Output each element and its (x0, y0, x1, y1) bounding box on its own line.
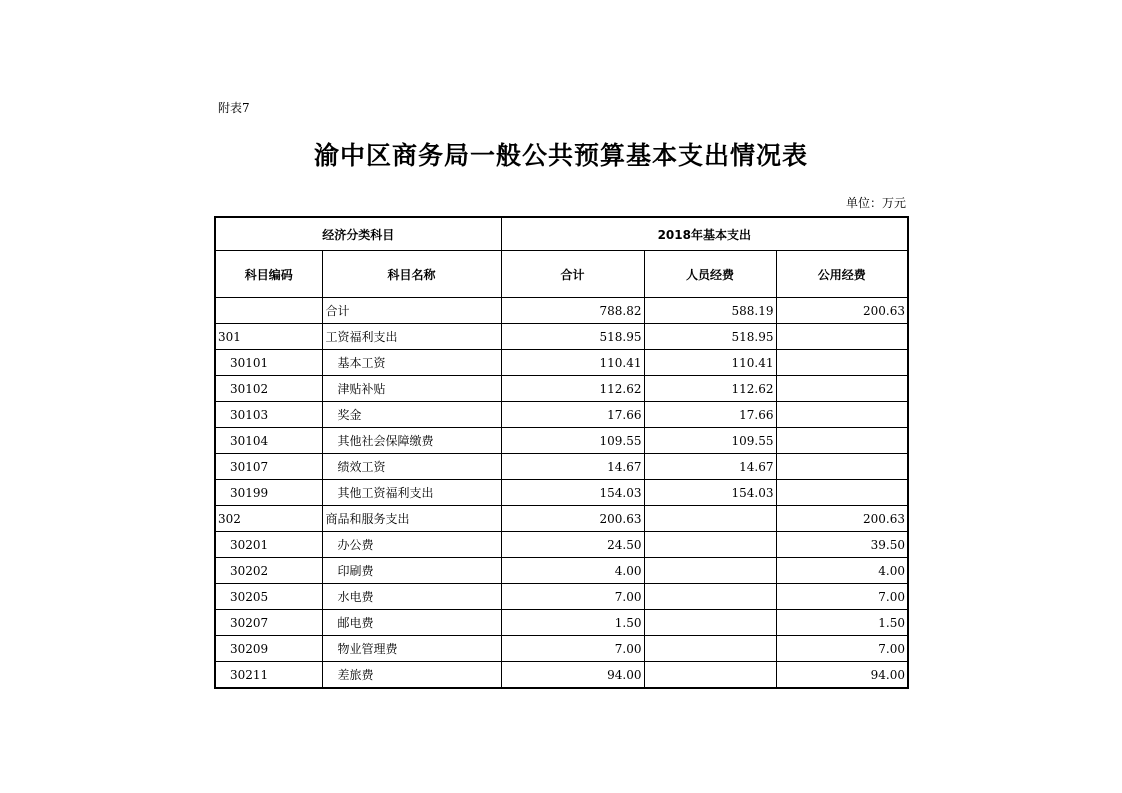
header-total: 合计 (501, 251, 644, 298)
row-code: 301 (215, 324, 322, 350)
row-code: 30211 (215, 662, 322, 689)
table-row (215, 558, 908, 584)
row-name: 办公费 (322, 532, 501, 558)
row-public: 94.00 (776, 662, 908, 689)
row-personnel: 112.62 (644, 376, 776, 402)
row-personnel (644, 662, 776, 689)
row-code: 302 (215, 506, 322, 532)
row-public: 200.63 (776, 298, 908, 324)
budget-table (214, 216, 909, 689)
row-code: 30205 (215, 584, 322, 610)
row-code: 30199 (215, 480, 322, 506)
row-personnel: 518.95 (644, 324, 776, 350)
row-name: 商品和服务支出 (322, 506, 501, 532)
row-name: 津贴补贴 (322, 376, 501, 402)
row-code: 30104 (215, 428, 322, 454)
row-personnel: 109.55 (644, 428, 776, 454)
table-body (215, 298, 908, 689)
row-personnel (644, 610, 776, 636)
row-public: 7.00 (776, 636, 908, 662)
row-total: 94.00 (501, 662, 644, 689)
row-personnel (644, 584, 776, 610)
row-public (776, 402, 908, 428)
row-name: 差旅费 (322, 662, 501, 689)
attachment-label: 附表7 (218, 101, 250, 115)
table-row (215, 636, 908, 662)
row-code: 30201 (215, 532, 322, 558)
row-personnel (644, 506, 776, 532)
row-total: 109.55 (501, 428, 644, 454)
row-code: 30103 (215, 402, 322, 428)
row-total: 200.63 (501, 506, 644, 532)
row-total: 24.50 (501, 532, 644, 558)
row-personnel (644, 532, 776, 558)
table-row (215, 506, 908, 532)
row-public (776, 480, 908, 506)
row-name: 物业管理费 (322, 636, 501, 662)
table-row (215, 324, 908, 350)
row-public: 7.00 (776, 584, 908, 610)
row-code (215, 298, 322, 324)
row-public (776, 324, 908, 350)
row-total: 4.00 (501, 558, 644, 584)
row-personnel: 110.41 (644, 350, 776, 376)
unit-label: 单位：万元 (845, 196, 906, 210)
table-row (215, 662, 908, 689)
row-code: 30202 (215, 558, 322, 584)
row-name: 合计 (322, 298, 501, 324)
row-name: 绩效工资 (322, 454, 501, 480)
row-personnel: 17.66 (644, 402, 776, 428)
row-name: 其他社会保障缴费 (322, 428, 501, 454)
row-public (776, 376, 908, 402)
header-basic-2018: 2018年基本支出 (501, 217, 908, 251)
row-name: 水电费 (322, 584, 501, 610)
row-name: 邮电费 (322, 610, 501, 636)
row-code: 30209 (215, 636, 322, 662)
table-row (215, 298, 908, 324)
header-personnel: 人员经费 (644, 251, 776, 298)
row-public: 1.50 (776, 610, 908, 636)
row-code: 30102 (215, 376, 322, 402)
row-total: 7.00 (501, 636, 644, 662)
table-row (215, 350, 908, 376)
row-total: 518.95 (501, 324, 644, 350)
table-row (215, 610, 908, 636)
row-code: 30101 (215, 350, 322, 376)
row-name: 奖金 (322, 402, 501, 428)
row-personnel: 154.03 (644, 480, 776, 506)
row-public: 4.00 (776, 558, 908, 584)
row-personnel: 588.19 (644, 298, 776, 324)
row-public (776, 350, 908, 376)
table-row (215, 454, 908, 480)
header-code: 科目编码 (215, 251, 322, 298)
row-total: 14.67 (501, 454, 644, 480)
row-public: 39.50 (776, 532, 908, 558)
table-row (215, 584, 908, 610)
row-total: 7.00 (501, 584, 644, 610)
row-total: 154.03 (501, 480, 644, 506)
table-row (215, 376, 908, 402)
row-total: 17.66 (501, 402, 644, 428)
table-row (215, 480, 908, 506)
row-total: 788.82 (501, 298, 644, 324)
row-name: 印刷费 (322, 558, 501, 584)
row-name: 基本工资 (322, 350, 501, 376)
row-total: 112.62 (501, 376, 644, 402)
row-name: 其他工资福利支出 (322, 480, 501, 506)
row-name: 工资福利支出 (322, 324, 501, 350)
table-row (215, 532, 908, 558)
table-row (215, 402, 908, 428)
row-personnel: 14.67 (644, 454, 776, 480)
header-public: 公用经费 (776, 251, 908, 298)
page-title: 渝中区商务局一般公共预算基本支出情况表 (313, 141, 808, 170)
row-public: 200.63 (776, 506, 908, 532)
row-personnel (644, 636, 776, 662)
row-public (776, 454, 908, 480)
row-public (776, 428, 908, 454)
row-total: 110.41 (501, 350, 644, 376)
table-row (215, 428, 908, 454)
header-econ-class: 经济分类科目 (215, 217, 501, 251)
row-code: 30107 (215, 454, 322, 480)
row-personnel (644, 558, 776, 584)
row-total: 1.50 (501, 610, 644, 636)
header-name: 科目名称 (322, 251, 501, 298)
row-code: 30207 (215, 610, 322, 636)
